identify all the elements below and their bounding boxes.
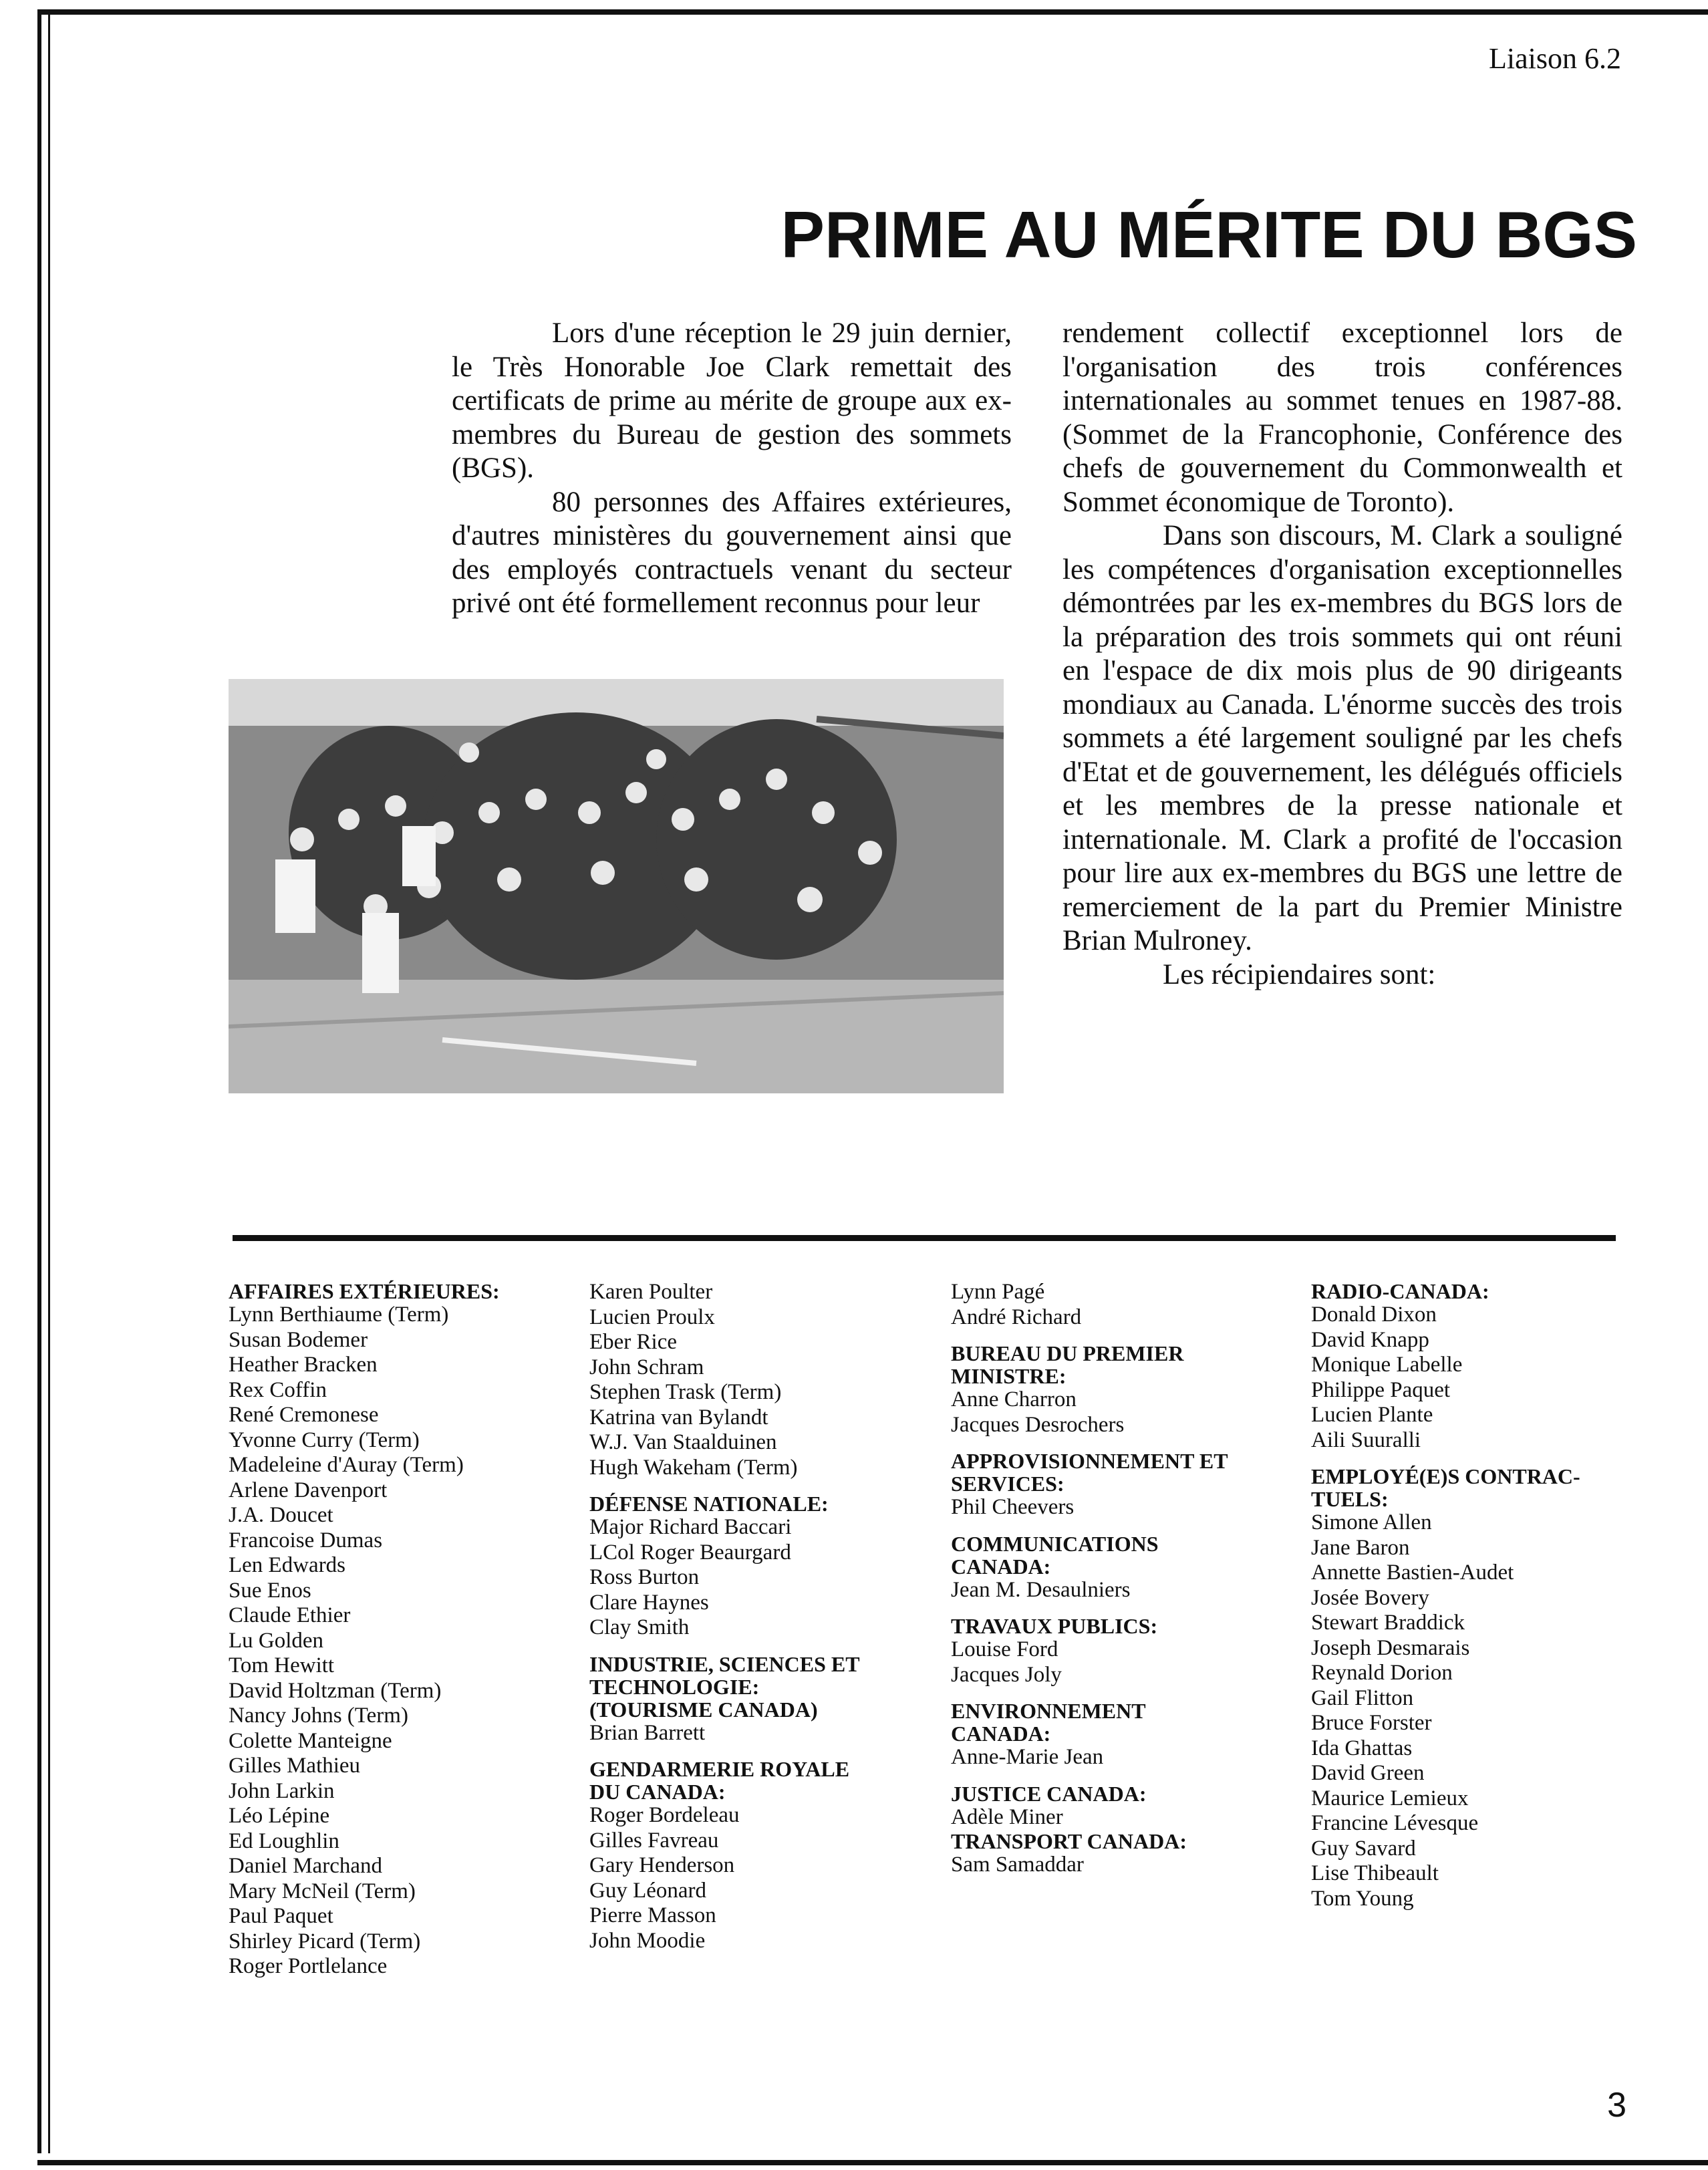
roster-name: Gilles Favreau: [589, 1828, 719, 1853]
roster-name: Lynn Pagé: [951, 1280, 1045, 1304]
roster-heading: (TOURISME CANADA): [589, 1697, 818, 1722]
roster-name: Yvonne Curry (Term): [229, 1428, 420, 1452]
section-divider-rule: [233, 1235, 1616, 1241]
roster-heading: TRAVAUX PUBLICS:: [951, 1614, 1158, 1638]
page-bottom-border: [37, 2160, 1708, 2165]
roster-name: John Moodie: [589, 1928, 706, 1953]
roster-name: David Knapp: [1311, 1327, 1429, 1352]
article-paragraph: Les récipiendaires sont:: [1163, 958, 1436, 990]
roster-name: Bruce Forster: [1311, 1711, 1432, 1735]
roster-name: Phil Cheevers: [951, 1495, 1075, 1519]
roster-heading: APPROVISIONNEMENT ET: [951, 1449, 1228, 1473]
roster-heading: ENVIRONNEMENT: [951, 1699, 1146, 1723]
roster-name: Hugh Wakeham (Term): [589, 1455, 798, 1480]
roster-name: Sam Samaddar: [951, 1853, 1084, 1877]
roster-name: Guy Savard: [1311, 1836, 1416, 1861]
roster-name: Francoise Dumas: [229, 1528, 383, 1552]
roster-name: Lu Golden: [229, 1628, 324, 1653]
roster-heading: GENDARMERIE ROYALE: [589, 1757, 850, 1781]
page-left-binding-border: [37, 15, 50, 2153]
roster-heading: DÉFENSE NATIONALE:: [589, 1492, 829, 1516]
roster-name: Jean M. Desaulniers: [951, 1577, 1131, 1602]
roster-name: Daniel Marchand: [229, 1854, 382, 1878]
roster-name: Josée Bovery: [1311, 1585, 1429, 1610]
roster-name: Adèle Miner: [951, 1804, 1063, 1829]
roster-name: Anne-Marie Jean: [951, 1745, 1104, 1769]
roster-name: David Green: [1311, 1761, 1425, 1785]
roster-heading: BUREAU DU PREMIER: [951, 1341, 1184, 1365]
roster-name: Louise Ford: [951, 1637, 1058, 1661]
roster-name: Ida Ghattas: [1311, 1736, 1413, 1760]
roster-name: Lise Thibeault: [1311, 1861, 1439, 1885]
roster-heading: EMPLOYÉ(E)S CONTRAC-: [1311, 1464, 1580, 1488]
roster-name: W.J. Van Staalduinen: [589, 1430, 777, 1454]
roster-name: Claude Ethier: [229, 1603, 351, 1627]
roster-name: Anne Charron: [951, 1387, 1077, 1411]
roster-name: Paul Paquet: [229, 1904, 333, 1928]
roster-name: Guy Léonard: [589, 1878, 707, 1903]
roster-name: Lynn Berthiaume (Term): [229, 1303, 449, 1327]
roster-name: Lucien Plante: [1311, 1403, 1433, 1427]
roster-name: Philippe Paquet: [1311, 1377, 1451, 1402]
roster-name: Francine Lévesque: [1311, 1811, 1479, 1835]
roster-name: Maurice Lemieux: [1311, 1786, 1469, 1810]
article-column-right: [1062, 317, 1622, 992]
roster-heading: TECHNOLOGIE:: [589, 1674, 760, 1699]
roster-name: Arlene Davenport: [229, 1478, 388, 1502]
roster-name: Ross Burton: [589, 1565, 700, 1589]
roster-name: Tom Young: [1311, 1886, 1414, 1911]
roster-name: J.A. Doucet: [229, 1503, 333, 1527]
article-paragraph: Lors d'une réception le 29 juin dernier, le Très Honorable Joe Clark remettait des certificats de prime au mérite de groupe aux ex-membres du Bureau de gestion des sommets (BGS).: [452, 317, 1012, 484]
article-column-left: [452, 317, 1012, 621]
roster-name: Katrina van Bylandt: [589, 1405, 768, 1430]
roster-name: Léo Lépine: [229, 1804, 330, 1828]
roster-name: Aili Suuralli: [1311, 1428, 1421, 1452]
roster-name: Nancy Johns (Term): [229, 1704, 408, 1728]
roster-heading: SERVICES:: [951, 1472, 1064, 1496]
roster-heading: CANADA:: [951, 1722, 1051, 1746]
roster-name: Clay Smith: [589, 1615, 690, 1639]
roster-name: Brian Barrett: [589, 1720, 706, 1745]
roster-column-1: [229, 1280, 549, 1980]
roster-name: Shirley Picard (Term): [229, 1929, 421, 1953]
headline: PRIME AU MÉRITE DU BGS: [780, 198, 1637, 271]
roster-name: Ed Loughlin: [229, 1828, 339, 1853]
roster-name: Karen Poulter: [589, 1280, 713, 1304]
roster-name: Monique Labelle: [1311, 1353, 1463, 1377]
roster-column-3: [951, 1280, 1265, 1878]
article-paragraph: Dans son discours, M. Clark a souligné les compétences d'organisation exceptionnelles démontrées par les ex-membres du BGS lors de la préparation des trois sommets qui ont réuni en l'espace de dix mois plus de 90 dirigeants mondiaux au Canada. L'énorme succès des trois sommets a été largement souligné par les chefs d'Etat et de gouvernement, les délégués officiels et les membres de la presse nationale et internationale. M. Clark a profité de l'occasion pour lire aux ex-membres du BGS une lettre de remerciement de la part du Premier Ministre Brian Mulroney.: [1062, 520, 1622, 956]
roster-name: Madeleine d'Auray (Term): [229, 1453, 464, 1477]
roster-heading: COMMUNICATIONS: [951, 1531, 1159, 1556]
article-paragraph: rendement collectif exceptionnel lors de l'organisation des trois conférences internationales au sommet tenues en 1987-88. (Sommet de la Francophonie, Conférence des chefs de gouvernement du Commonwealth et Sommet économique de Toronto).: [1062, 317, 1622, 518]
roster-name: Stewart Braddick: [1311, 1611, 1465, 1635]
roster-name: LCol Roger Beaurgard: [589, 1540, 791, 1565]
roster-name: Annette Bastien-Audet: [1311, 1561, 1514, 1585]
page-top-border: [37, 9, 1708, 15]
roster-name: David Holtzman (Term): [229, 1678, 442, 1703]
roster-name: Mary McNeil (Term): [229, 1879, 416, 1903]
roster-name: Gilles Mathieu: [229, 1754, 361, 1778]
roster-name: Roger Bordeleau: [589, 1803, 740, 1827]
roster-name: Donald Dixon: [1311, 1303, 1437, 1327]
roster-heading: MINISTRE:: [951, 1364, 1066, 1388]
roster-heading: INDUSTRIE, SCIENCES ET: [589, 1651, 860, 1676]
group-photo: [229, 679, 1004, 1093]
roster-name: Jacques Desrochers: [951, 1412, 1125, 1437]
roster-name: Major Richard Baccari: [589, 1515, 792, 1539]
roster-name: Colette Manteigne: [229, 1728, 392, 1753]
roster-name: Roger Portlelance: [229, 1954, 388, 1978]
roster-name: André Richard: [951, 1305, 1082, 1329]
group-photo-image: [229, 679, 1004, 1093]
roster-name: Lucien Proulx: [589, 1305, 715, 1329]
roster-name: Simone Allen: [1311, 1510, 1432, 1534]
roster-name: Gail Flitton: [1311, 1685, 1414, 1710]
roster-column-2: [589, 1280, 903, 1953]
roster-name: Tom Hewitt: [229, 1653, 335, 1677]
roster-heading: TRANSPORT CANADA:: [951, 1829, 1187, 1853]
roster-name: Stephen Trask (Term): [589, 1380, 782, 1404]
roster-name: Rex Coffin: [229, 1377, 327, 1402]
roster-heading: JUSTICE CANADA:: [951, 1781, 1147, 1806]
roster-name: Heather Bracken: [229, 1353, 378, 1377]
roster-name: Len Edwards: [229, 1553, 346, 1577]
roster-name: Gary Henderson: [589, 1853, 735, 1877]
roster-heading: DU CANADA:: [589, 1780, 726, 1804]
roster-name: Reynald Dorion: [1311, 1661, 1453, 1685]
running-head: Liaison 6.2: [1489, 42, 1621, 75]
roster-heading: RADIO-CANADA:: [1311, 1279, 1489, 1303]
roster-name: Sue Enos: [229, 1578, 311, 1603]
roster-name: Jane Baron: [1311, 1535, 1410, 1560]
roster-name: Clare Haynes: [589, 1590, 709, 1615]
article-paragraph: 80 personnes des Affaires extérieures, d'autres ministères du gouvernement ainsi que des employés contractuels venant du secteur privé ont été formellement reconnus pour leur: [452, 486, 1012, 619]
roster-name: Eber Rice: [589, 1330, 678, 1354]
roster-name: John Schram: [589, 1355, 704, 1379]
roster-name: Susan Bodemer: [229, 1327, 368, 1352]
page-number: 3: [1607, 2086, 1626, 2125]
roster-name: René Cremonese: [229, 1403, 379, 1427]
roster-heading: CANADA:: [951, 1554, 1051, 1579]
roster-name: John Larkin: [229, 1778, 335, 1803]
roster-name: Joseph Desmarais: [1311, 1635, 1470, 1660]
roster-name: Jacques Joly: [951, 1662, 1062, 1687]
roster-name: Pierre Masson: [589, 1903, 716, 1927]
roster-heading: AFFAIRES EXTÉRIEURES:: [229, 1279, 500, 1303]
roster-column-4: [1311, 1280, 1625, 1911]
roster-heading: TUELS:: [1311, 1487, 1389, 1511]
